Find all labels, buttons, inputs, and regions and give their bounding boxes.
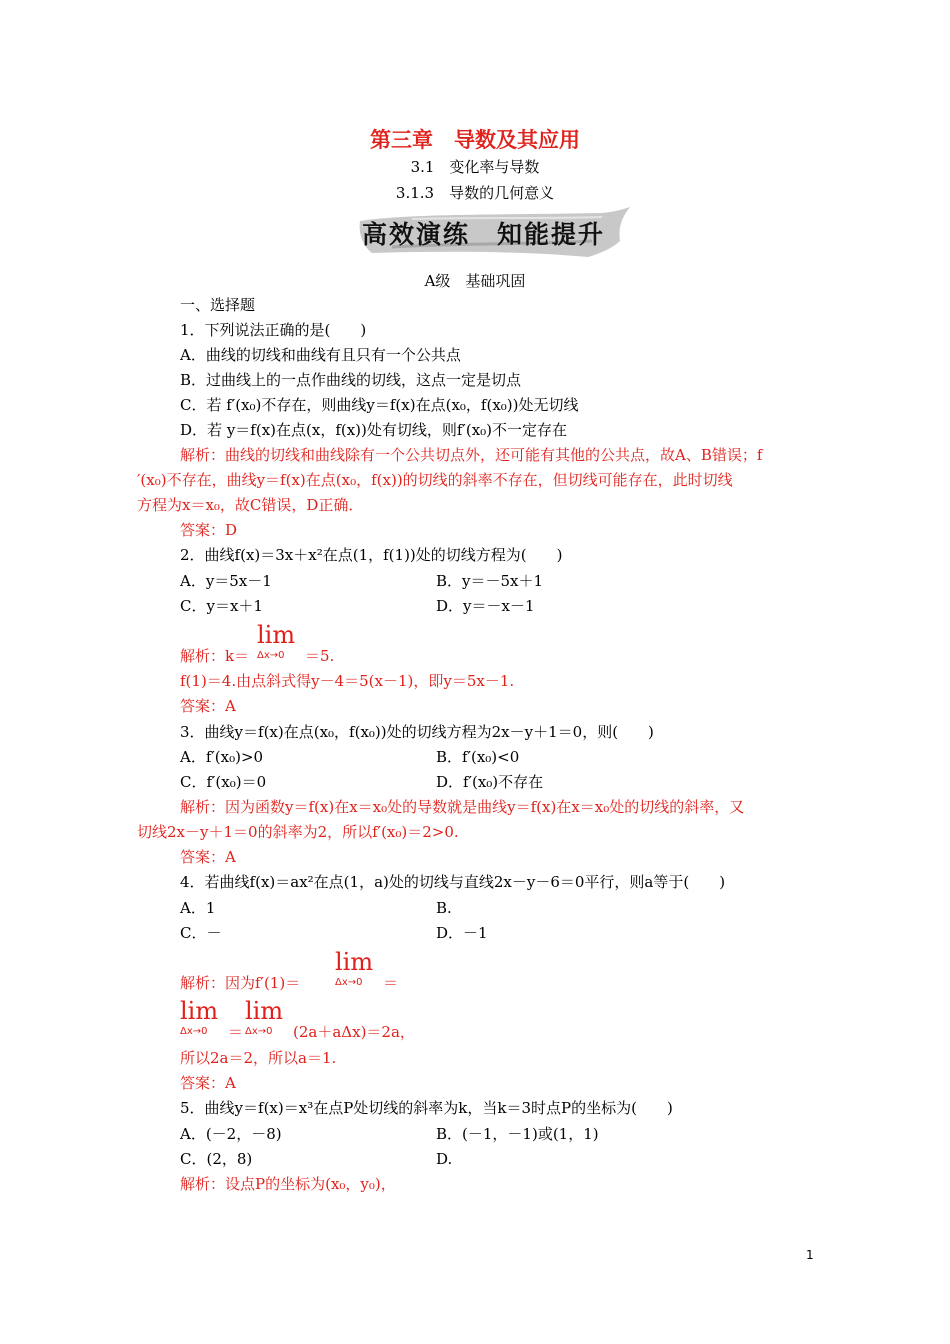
q5-option-b: B．(－1，－1)或(1，1) [436,1125,599,1143]
chapter-title: 第三章 导数及其应用 [370,128,580,152]
q1-option-b: B．过曲线上的一点作曲线的切线，这点一定是切点 [180,371,522,389]
q1-option-c-text: f′(x₀)不存在，则曲线y＝f(x)在点(x₀，f(x₀))处无切线 [226,396,579,414]
q2-solution-line-2: f(1)＝4.由点斜式得y－4＝5(x－1)，即y＝5x－1. [180,672,515,690]
q3-option-d: D．f′(x₀)不存在 [436,773,544,791]
q4-option-b: B. [436,899,452,917]
q2-lim: lim [257,621,296,649]
q2-option-d: D．y＝－x－1 [436,597,535,615]
q1-option-c-label: C．若 [180,396,222,414]
q4-option-d: D．－1 [436,924,488,942]
q2-option-a: A．y＝5x－1 [180,572,272,590]
q4-solution-line-2: (2a＋aΔx)＝2a， [293,1023,415,1041]
q4-lim-3: lim [245,997,284,1025]
q4-option-a: A．1 [180,899,216,917]
q3-option-c: C．f′(x₀)＝0 [180,773,267,791]
q5-option-d: D. [436,1150,453,1168]
q2-solution-line-1 [180,646,249,666]
q4-solution-eq-1: ＝ [383,974,399,992]
section-title: 3.1 变化率与导数 [410,158,540,176]
q1-solution-line-1: 解析：曲线的切线和曲线除有一个公共切点外，还可能有其他的公共点，故A、B错误；f [180,446,763,464]
banner-text: 高效演练 知能提升 [362,220,606,249]
q1-solution-line-2: ′(x₀)不存在，曲线y＝f(x)在点(x₀，f(x))的切线的斜率不存在，但切线可能存在，此时切线 [137,471,733,489]
subsection-title: 3.1.3 导数的几何意义 [395,184,555,202]
q5-option-a: A．(－2，－8) [180,1125,282,1143]
q1-option-d-text: y＝f(x)在点(x，f(x))处有切线，则f′(x₀)不一定存在 [226,421,568,439]
q3-stem: 3．曲线y＝f(x)在点(x₀，f(x₀))处的切线方程为2x－y＋1＝0，则( ) [180,723,654,741]
q4-stem: 4．若曲线f(x)＝ax²在点(1，a)处的切线与直线2x－y－6＝0平行，则a等于( ) [180,873,726,891]
q2-solution-prefix: 解析： [180,647,226,665]
q1-answer: 答案：D [180,521,238,539]
q3-solution-line-1: 解析：因为函数y＝f(x)在x＝x₀处的导数就是曲线y＝f(x)在x＝x₀处的切线的斜率，又 [180,798,745,816]
q2-lim-sub: Δx→0 [257,650,285,661]
q2-solution-result: ＝5. [305,647,335,665]
q4-lim-3-sub: Δx→0 [245,1026,273,1037]
q3-solution-line-2: 切线2x－y＋1＝0的斜率为2，所以f′(x₀)＝2>0. [137,823,459,841]
q4-solution-eq-2: ＝ [228,1023,244,1041]
q1-option-d-label: D．若 [180,421,223,439]
page-number: 1 [806,1248,814,1262]
q2-option-b: B．y＝－5x＋1 [436,572,544,590]
q1-stem: 1．下列说法正确的是( ) [180,321,367,339]
part-title: 一、选择题 [180,296,256,314]
level-title: A级 基础巩固 [424,272,526,290]
q2-answer: 答案：A [180,697,236,715]
q5-option-c: C．(2，8) [180,1150,253,1168]
q5-solution-line-1: 解析：设点P的坐标为(x₀，y₀)， [180,1175,396,1193]
q3-option-b: B．f′(x₀)<0 [436,748,520,766]
q4-solution-line-3: 所以2a＝2，所以a＝1. [180,1049,337,1067]
q4-lim-2: lim [180,997,219,1025]
q1-solution-line-3: 方程为x＝x₀，故C错误，D正确． [137,496,364,514]
q4-lim-1-sub: Δx→0 [335,977,363,988]
q4-lim-2-sub: Δx→0 [180,1026,208,1037]
banner [352,207,632,259]
q5-stem: 5．曲线y＝f(x)＝x³在点P处切线的斜率为k，当k＝3时点P的坐标为( ) [180,1099,673,1117]
q3-answer: 答案：A [180,848,236,866]
q3-option-a: A．f′(x₀)>0 [180,748,264,766]
q2-stem: 2．曲线f(x)＝3x＋x²在点(1，f(1))处的切线方程为( ) [180,546,563,564]
q1-option-c [180,395,579,415]
q1-option-d [180,420,567,440]
q2-option-c: C．y＝x＋1 [180,597,263,615]
q4-solution-line-1: 解析：因为f′(1)＝ [180,974,301,992]
q4-option-c: C．－ [180,924,222,942]
q4-lim-1: lim [335,948,374,976]
q1-option-a: A．曲线的切线和曲线有且只有一个公共点 [180,346,461,364]
q4-answer: 答案：A [180,1074,236,1092]
q2-solution-k: k＝ [225,647,250,665]
